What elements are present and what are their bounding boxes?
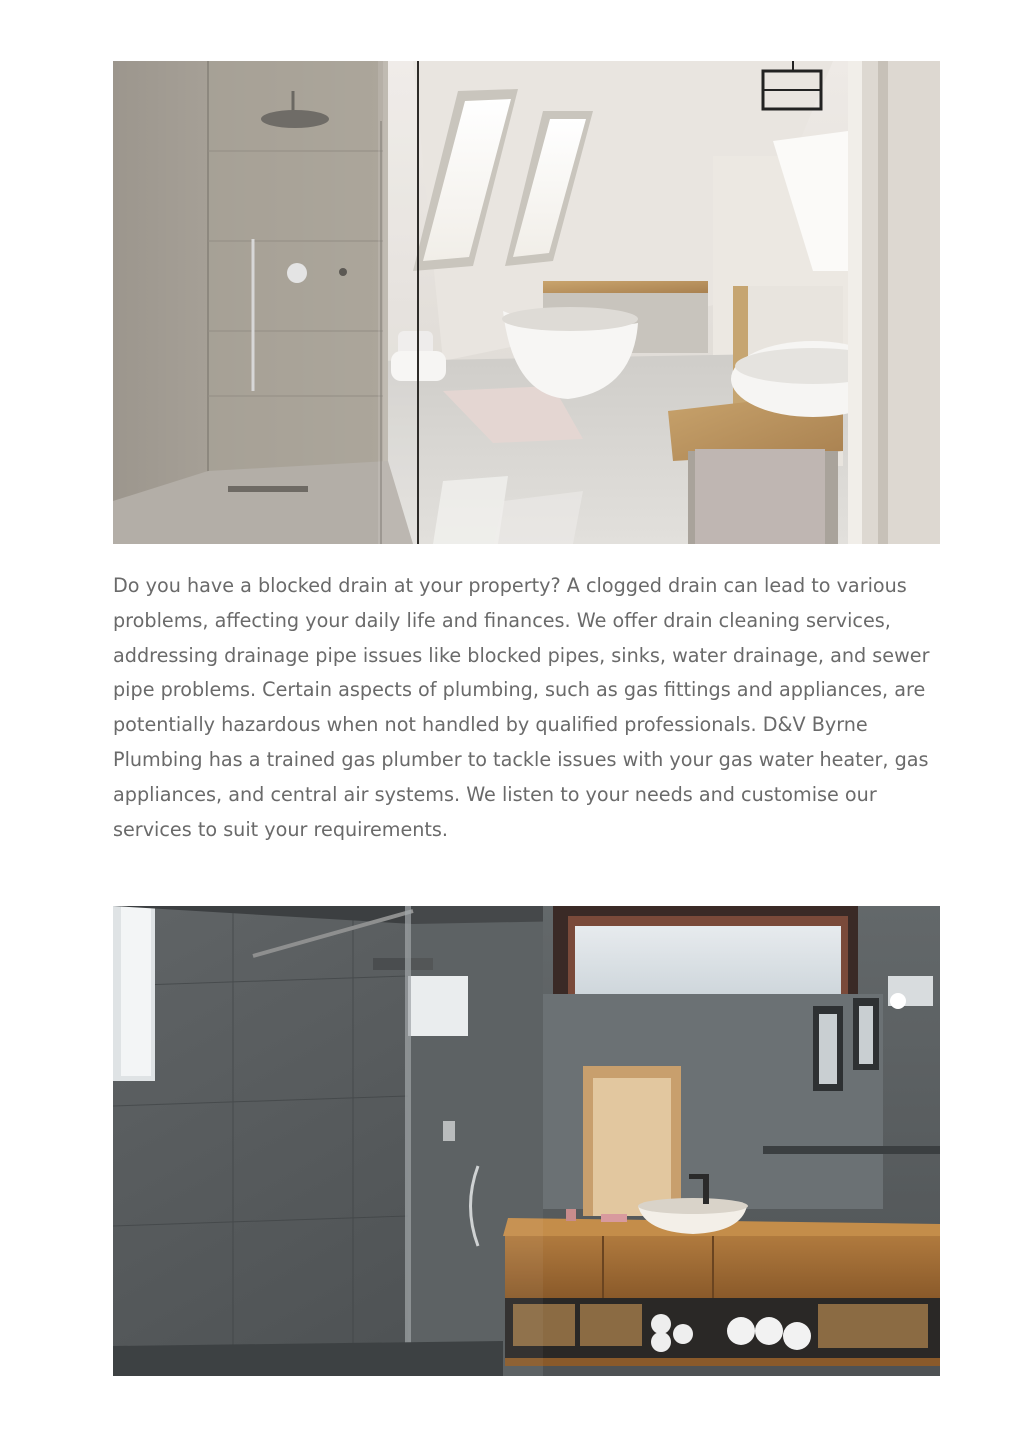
article-paragraph: Do you have a blocked drain at your property? A clogged drain can lead to various problems, affecting your daily life and finances. We offer drain cleaning services, addressing drainage pipe issues like blocked pipes, sinks, water drainage, and sewer pipe problems. Certain aspects of plumbing, such as gas fittings and appliances, are potentially hazardous when not handled by qualified professionals. D&V Byrne Plumbing has a trained gas plumber to tackle issues with your gas water heater, gas appliances, and central air systems. We listen to your needs and customise our services to suit your requirements. <box>113 574 930 841</box>
bathroom-photo-attic <box>113 61 940 544</box>
bathroom-photo-vanity <box>113 906 940 1376</box>
